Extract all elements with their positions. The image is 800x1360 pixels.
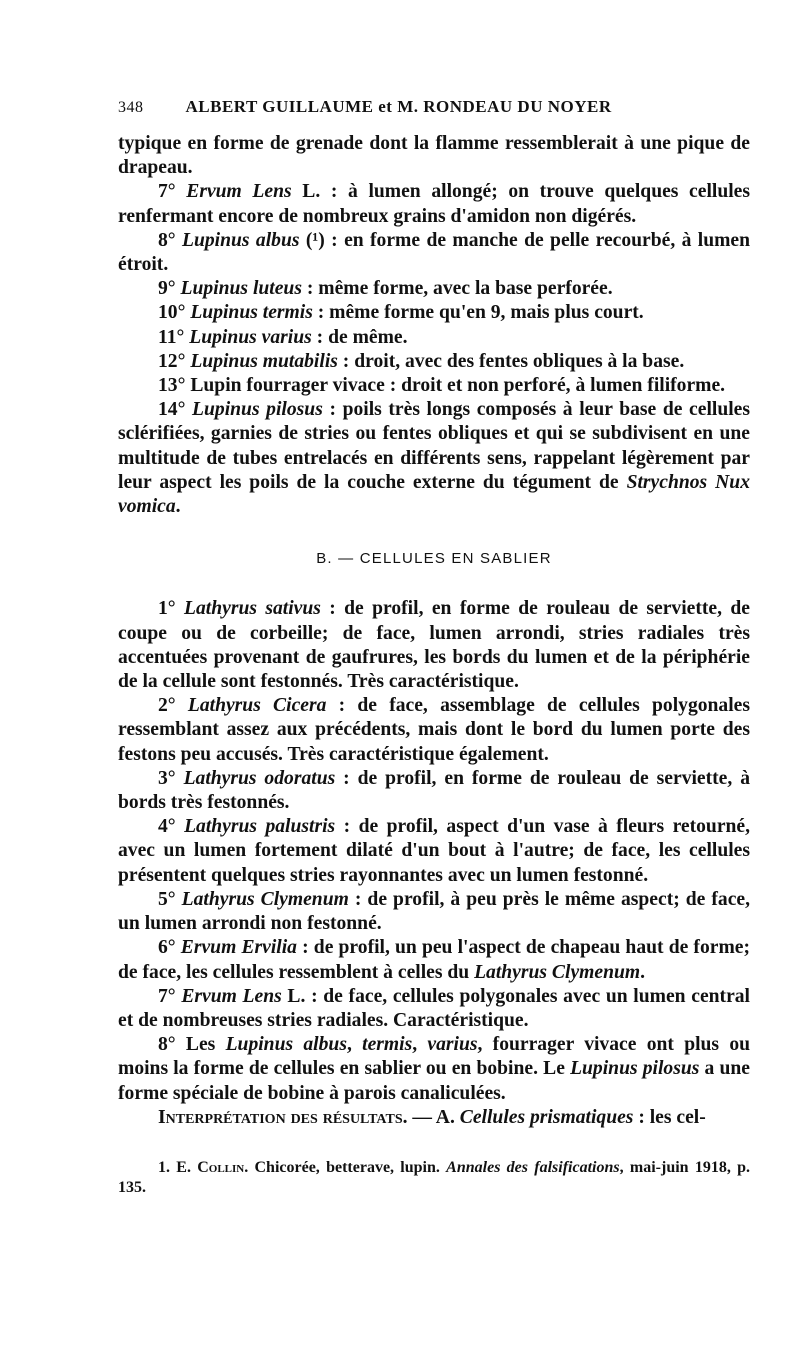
list-item: 7° Ervum Lens L. : à lumen allongé; on trouve quelques cellules renfermant encore de nombreux grains d'amidon non digérés. [118, 181, 750, 227]
list-item: 9° Lupinus luteus : même forme, avec la base perforée. [158, 278, 613, 300]
paragraph-continued: typique en forme de grenade dont la flamme ressemblerait à une pique de drapeau. [118, 133, 750, 179]
list-item: 14° Lupinus pilosus : poils très longs composés à leur base de cellules sclérifiées, garnies de stries ou fentes obliques et qui se subdivisent en une multitude de tubes entrelacés en différents sens, rappelant légèrement par leur aspect les poils de la couche externe du tégument de Strychnos Nux vomica. [118, 399, 750, 518]
list-item: 5° Lathyrus Clymenum : de profil, à peu près le même aspect; de face, un lumen arrondi non festonné. [118, 888, 751, 935]
list-item: 10° Lupinus termis : même forme qu'en 9, mais plus court. [158, 302, 644, 324]
interpretation-paragraph: Interprétation des résultats. — A. Cellules prismatiques : les cel- [158, 1106, 706, 1128]
list-item: 12° Lupinus mutabilis : droit, avec des fentes obliques à la base. [158, 350, 685, 372]
list-item: 3° Lathyrus odoratus : de profil, en forme de rouleau de serviette, à bords très festonnés. [118, 767, 750, 814]
footnote-ref: (¹) [305, 229, 325, 251]
list-item: 13° Lupin fourrager vivace : droit et non perforé, à lumen filiforme. [158, 375, 726, 397]
list-item: 1° Lathyrus sativus : de profil, en forme de rouleau de serviette, de coupe ou de corbeille; de face, lumen arrondi, stries radiales très accentuées provenant de gaufrures, les bords du lumen et de la périphérie de la cellule sont festonnés. Très caractéristique. [118, 598, 750, 693]
list-item: 4° Lathyrus palustris : de profil, aspect d'un vase à fleurs retourné, avec un lumen fortement dilaté d'un bout à l'autre; de face, les cellules présentent quelques stries rayonnantes avec un lumen festonné. [118, 816, 751, 886]
list-item: 8° Lupinus albus (¹) : en forme de manche de pelle recourbé, à lumen étroit. [118, 229, 751, 276]
page-number: 348 [118, 99, 144, 116]
list-item: 2° Lathyrus Cicera : de face, assemblage de cellules polygonales ressemblant assez aux précédents, mais dont le bord du lumen porte des festons peu accusés. Très caractéristique également. [118, 695, 750, 765]
list-item: 11° Lupinus varius : de même. [158, 326, 408, 348]
footnote: 1. E. Collin. Chicorée, betterave, lupin. Annales des falsifications, mai-juin 1918, p. 135. [118, 1159, 751, 1196]
footnote-journal: Annales des falsifications [446, 1159, 620, 1176]
section-heading: B. — CELLULES EN SABLIER [316, 550, 552, 568]
interpretation-label: Interprétation des résultats. [158, 1106, 408, 1128]
list-item: 7° Ervum Lens L. : de face, cellules polygonales avec un lumen central et de nombreuses stries radiales. Caractéristique. [118, 985, 751, 1031]
list-item: 6° Ervum Ervilia : de profil, un peu l'aspect de chapeau haut de forme; de face, les cellules ressemblent à celles du Lathyrus Clymenum. [118, 937, 750, 983]
list-item: 8° Les Lupinus albus, termis, varius, fourrager vivace ont plus ou moins la forme de cellules en sablier ou en bobine. Le Lupinus pilosus a une forme spéciale de bobine à parois canaliculées. [118, 1034, 751, 1104]
running-header [118, 97, 683, 117]
footnote-author: Collin [197, 1159, 245, 1176]
running-head-title: ALBERT GUILLAUME et M. RONDEAU DU NOYER [185, 97, 612, 116]
body-text [118, 132, 750, 1130]
